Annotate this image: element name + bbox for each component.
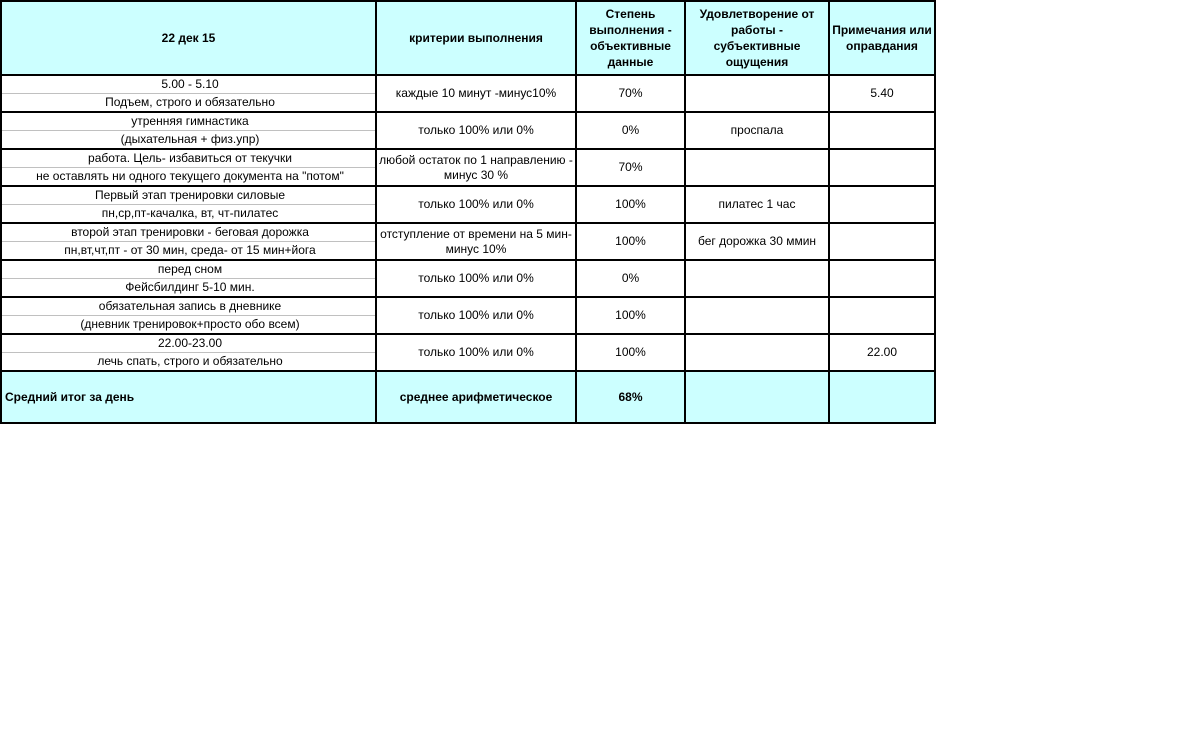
- task-cell[interactable]: [1, 223, 376, 260]
- notes-cell[interactable]: [829, 112, 935, 149]
- task-detail: пн,ср,пт-качалка, вт, чт-пилатес: [101, 206, 279, 220]
- table-row: [1, 297, 935, 334]
- task-cell[interactable]: [1, 75, 376, 112]
- header-date[interactable]: 22 дек 15: [1, 1, 376, 75]
- subjective-cell[interactable]: [685, 75, 829, 112]
- total-row: [1, 371, 935, 423]
- task-detail: лечь спать, строго и обязательно: [97, 354, 283, 368]
- task-cell[interactable]: [1, 149, 376, 186]
- criteria-cell[interactable]: только 100% или 0%: [376, 112, 576, 149]
- objective-cell[interactable]: 100%: [576, 297, 685, 334]
- objective-cell[interactable]: 70%: [576, 149, 685, 186]
- task-detail: (дневник тренировок+просто обо всем): [80, 317, 300, 331]
- task-title: обязательная запись в дневнике: [2, 298, 375, 316]
- task-cell[interactable]: [1, 112, 376, 149]
- task-cell[interactable]: [1, 186, 376, 223]
- task-detail: Подъем, строго и обязательно: [105, 95, 275, 109]
- criteria-cell[interactable]: только 100% или 0%: [376, 297, 576, 334]
- subjective-cell[interactable]: [685, 297, 829, 334]
- total-subjective[interactable]: [685, 371, 829, 423]
- table-row: [1, 260, 935, 297]
- criteria-cell[interactable]: отступление от времени на 5 мин- минус 10%: [376, 223, 576, 260]
- task-detail: (дыхательная + физ.упр): [120, 132, 260, 146]
- criteria-cell[interactable]: только 100% или 0%: [376, 186, 576, 223]
- objective-cell[interactable]: 100%: [576, 223, 685, 260]
- task-cell[interactable]: [1, 260, 376, 297]
- objective-cell[interactable]: 100%: [576, 334, 685, 371]
- subjective-cell[interactable]: бег дорожка 30 ммин: [685, 223, 829, 260]
- subjective-cell[interactable]: [685, 260, 829, 297]
- total-label[interactable]: Средний итог за день: [1, 371, 376, 423]
- task-title: 5.00 - 5.10: [2, 76, 375, 94]
- task-title: работа. Цель- избавиться от текучки: [2, 150, 375, 168]
- daily-plan-table: [0, 0, 936, 424]
- criteria-cell[interactable]: любой остаток по 1 направлению - минус 30 %: [376, 149, 576, 186]
- notes-cell[interactable]: 5.40: [829, 75, 935, 112]
- table-row: [1, 223, 935, 260]
- objective-cell[interactable]: 0%: [576, 260, 685, 297]
- subjective-cell[interactable]: [685, 334, 829, 371]
- table-row: [1, 334, 935, 371]
- header-row: [1, 1, 935, 75]
- task-detail: не оставлять ни одного текущего документа на "потом": [36, 169, 344, 183]
- table-row: [1, 75, 935, 112]
- task-detail: пн,вт,чт,пт - от 30 мин, среда- от 15 мин+йога: [64, 243, 316, 257]
- criteria-cell[interactable]: каждые 10 минут -минус10%: [376, 75, 576, 112]
- task-cell[interactable]: [1, 334, 376, 371]
- criteria-cell[interactable]: только 100% или 0%: [376, 334, 576, 371]
- header-objective[interactable]: Степень выполнения - объективные данные: [576, 1, 685, 75]
- header-criteria[interactable]: критерии выполнения: [376, 1, 576, 75]
- header-notes[interactable]: Примечания или оправдания: [829, 1, 935, 75]
- subjective-cell[interactable]: проспала: [685, 112, 829, 149]
- notes-cell[interactable]: [829, 223, 935, 260]
- task-detail: Фейсбилдинг 5-10 мин.: [125, 280, 255, 294]
- table-row: [1, 149, 935, 186]
- task-title: 22.00-23.00: [2, 335, 375, 353]
- task-title: перед сном: [2, 261, 375, 279]
- task-title: Первый этап тренировки силовые: [2, 187, 375, 205]
- subjective-cell[interactable]: пилатес 1 час: [685, 186, 829, 223]
- total-notes[interactable]: [829, 371, 935, 423]
- task-title: второй этап тренировки - беговая дорожка: [2, 224, 375, 242]
- notes-cell[interactable]: [829, 260, 935, 297]
- notes-cell[interactable]: [829, 297, 935, 334]
- objective-cell[interactable]: 100%: [576, 186, 685, 223]
- table-row: [1, 112, 935, 149]
- task-cell[interactable]: [1, 297, 376, 334]
- table-row: [1, 186, 935, 223]
- objective-cell[interactable]: 0%: [576, 112, 685, 149]
- notes-cell[interactable]: [829, 186, 935, 223]
- total-objective[interactable]: 68%: [576, 371, 685, 423]
- criteria-cell[interactable]: только 100% или 0%: [376, 260, 576, 297]
- notes-cell[interactable]: 22.00: [829, 334, 935, 371]
- subjective-cell[interactable]: [685, 149, 829, 186]
- task-title: утренняя гимнастика: [2, 113, 375, 131]
- notes-cell[interactable]: [829, 149, 935, 186]
- header-subjective[interactable]: Удовлетворение от работы - субъективные ощущения: [685, 1, 829, 75]
- total-criteria[interactable]: среднее арифметическое: [376, 371, 576, 423]
- objective-cell[interactable]: 70%: [576, 75, 685, 112]
